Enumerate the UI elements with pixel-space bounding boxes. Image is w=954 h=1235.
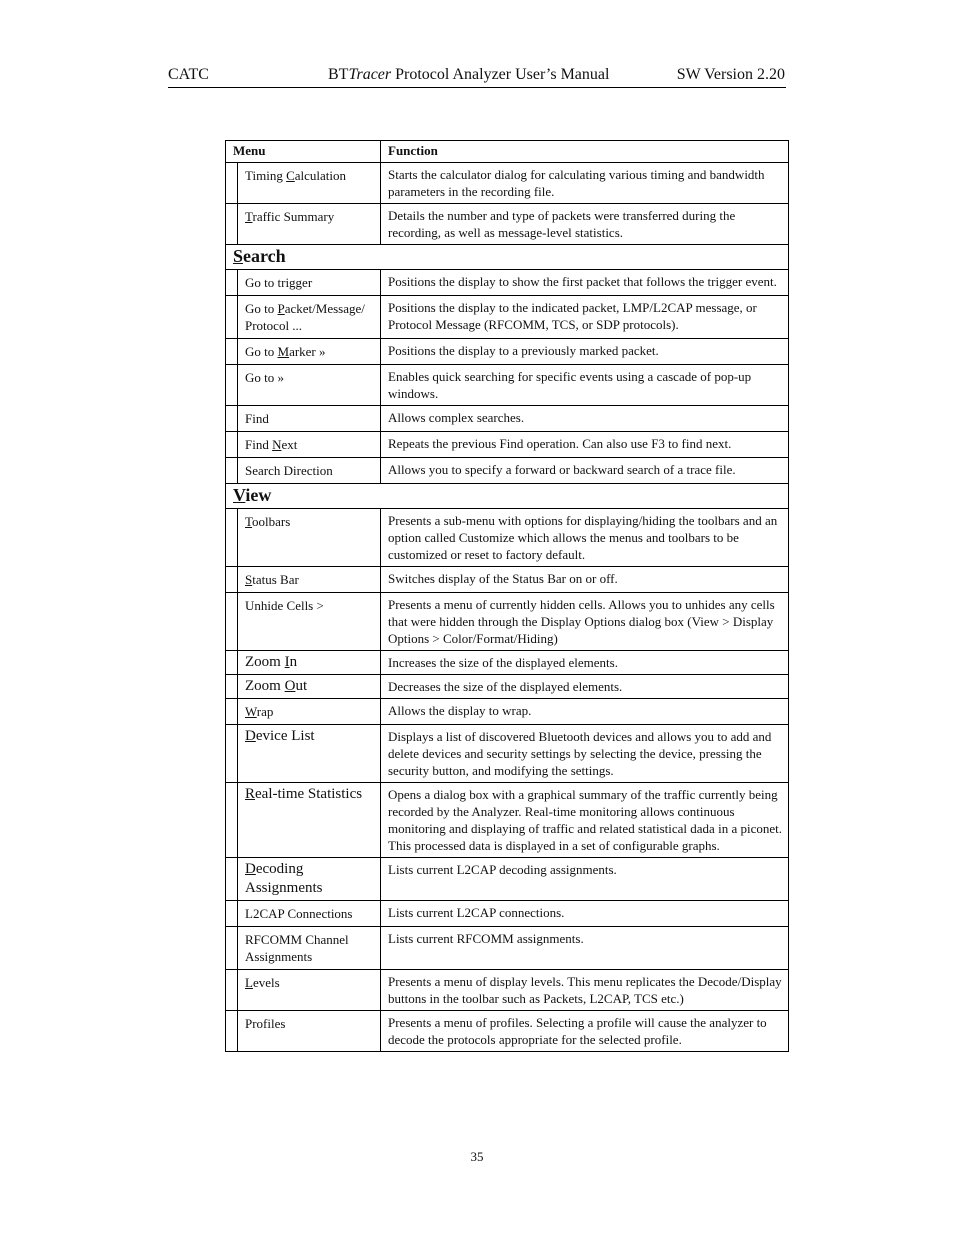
menu-item-accelerator: C <box>286 168 295 183</box>
menu-item-text-rest: n <box>289 654 298 670</box>
menu-item-name <box>238 1011 381 1052</box>
menu-item-name <box>238 901 381 927</box>
menu-item-text: Go to » <box>245 370 284 385</box>
menu-item-accelerator: P <box>277 301 285 316</box>
header-company: CATC <box>168 66 209 83</box>
header-title-rest: Protocol Analyzer User’s Manual <box>391 66 610 83</box>
section-heading-rest: earch <box>243 246 286 266</box>
menu-item-text-rest: eal-time Statistics <box>255 786 363 802</box>
indent-cell <box>226 901 238 927</box>
menu-item-text: Zoom <box>245 678 285 694</box>
function-description: Positions the display to the indicated packet, LMP/L2CAP message, or Protocol Message (RFCOMM, TCS, or SDP protocols). <box>381 296 789 339</box>
indent-cell <box>226 567 238 593</box>
menu-item-text: Search Direction <box>245 463 333 478</box>
menu-item-accelerator: M <box>277 344 290 359</box>
menu-item-name <box>238 432 381 458</box>
table-row <box>226 270 789 296</box>
table-row <box>226 509 789 567</box>
function-description: Lists current L2CAP connections. <box>381 901 789 927</box>
function-description: Presents a menu of profiles. Selecting a profile will cause the analyzer to decode the protocols appropriate for the selected profile. <box>381 1011 789 1052</box>
menu-item-text-rest: oolbars <box>252 514 291 529</box>
function-description: Switches display of the Status Bar on or off. <box>381 567 789 593</box>
menu-item-accelerator: L <box>245 975 253 990</box>
menu-item-accelerator: D <box>245 728 256 744</box>
header-title-bt: BT <box>328 66 349 83</box>
menu-item-text: Timing <box>245 168 287 183</box>
menu-item-text: Find <box>245 437 273 452</box>
menu-item-text-rest: acket/Message/ Protocol ... <box>245 301 365 333</box>
menu-item-text-rest: tatus Bar <box>252 572 299 587</box>
table-row <box>226 204 789 245</box>
section-heading-rest: iew <box>245 485 272 505</box>
table-header-row <box>226 141 789 163</box>
function-description: Allows complex searches. <box>381 406 789 432</box>
table-row <box>226 1011 789 1052</box>
menu-item-text: Go to <box>245 344 278 359</box>
table-row <box>226 339 789 365</box>
menu-item-accelerator: O <box>284 678 296 694</box>
menu-item-name <box>238 675 381 699</box>
section-heading <box>226 245 789 270</box>
header-title-italic: Tracer <box>348 66 392 83</box>
header-version: SW Version 2.20 <box>676 66 785 83</box>
menu-item-text: Unhide Cells > <box>245 598 324 613</box>
menu-column-header: Menu <box>226 141 381 163</box>
menu-item-accelerator: N <box>272 437 282 452</box>
function-description: Repeats the previous Find operation. Can also use F3 to find next. <box>381 432 789 458</box>
table-row <box>226 858 789 901</box>
function-description: Allows you to specify a forward or backward search of a trace file. <box>381 458 789 484</box>
menu-item-name <box>238 567 381 593</box>
menu-item-text: Profiles <box>245 1016 286 1031</box>
function-description: Positions the display to a previously marked packet. <box>381 339 789 365</box>
menu-item-accelerator: W <box>245 704 257 719</box>
menu-item-name <box>238 509 381 567</box>
function-description: Lists current L2CAP decoding assignments. <box>381 858 789 901</box>
function-description: Allows the display to wrap. <box>381 699 789 725</box>
menu-item-name <box>238 725 381 783</box>
function-column-header: Function <box>381 141 789 163</box>
table-row <box>226 458 789 484</box>
table-row <box>226 970 789 1011</box>
indent-cell <box>226 204 238 245</box>
menu-item-accelerator: S <box>245 572 253 587</box>
function-description: Details the number and type of packets were transferred during the recording, as well as message-level statistics. <box>381 204 789 245</box>
menu-item-text-rest: rap <box>256 704 274 719</box>
section-accelerator: S <box>233 246 244 266</box>
function-description: Displays a list of discovered Bluetooth devices and allows you to add and delete devices and security settings by selecting the device, pressing the security button, and modifying the settings. <box>381 725 789 783</box>
table-row <box>226 783 789 858</box>
menu-item-name <box>238 339 381 365</box>
table-row <box>226 567 789 593</box>
table-row <box>226 406 789 432</box>
function-description: Opens a dialog box with a graphical summary of the traffic currently being recorded by the Analyzer. Real-time monitoring allows continuous monitoring and displaying of traffic and related statistical dada in a piconet. This processed data is displayed in a set of configurable graphs. <box>381 783 789 858</box>
function-description: Presents a menu of display levels. This menu replicates the Decode/Display buttons in the toolbar such as Packets, L2CAP, TCS etc.) <box>381 970 789 1011</box>
indent-cell <box>226 927 238 970</box>
table-row <box>226 651 789 675</box>
menu-item-text: RFCOMM Channel Assignments <box>245 932 349 964</box>
menu-item-text-rest: ext <box>281 437 298 452</box>
section-heading <box>226 484 789 509</box>
function-description: Enables quick searching for specific events using a cascade of pop-up windows. <box>381 365 789 406</box>
menu-item-name <box>238 651 381 675</box>
running-header <box>168 66 786 88</box>
menu-item-name <box>238 365 381 406</box>
indent-cell <box>226 725 238 783</box>
menu-item-text: Zoom <box>245 654 285 670</box>
section-row-view <box>226 484 789 509</box>
indent-cell <box>226 858 238 901</box>
menu-item-name <box>238 927 381 970</box>
table-row <box>226 163 789 204</box>
indent-cell <box>226 163 238 204</box>
menu-item-text: Find <box>245 411 269 426</box>
function-description: Positions the display to show the first packet that follows the trigger event. <box>381 270 789 296</box>
menu-item-text: L2CAP Connections <box>245 906 353 921</box>
function-description: Decreases the size of the displayed elements. <box>381 675 789 699</box>
menu-item-text-rest: evels <box>252 975 280 990</box>
indent-cell <box>226 783 238 858</box>
indent-cell <box>226 675 238 699</box>
indent-cell <box>226 270 238 296</box>
table-row <box>226 675 789 699</box>
header-title <box>328 66 609 84</box>
indent-cell <box>226 593 238 651</box>
menu-item-name <box>238 270 381 296</box>
function-description: Presents a sub-menu with options for displaying/hiding the toolbars and an option called Customize which allows the menus and toolbars to be customized or reset to factory default. <box>381 509 789 567</box>
menu-item-text-rest: raffic Summary <box>252 209 335 224</box>
menu-item-text-rest: evice List <box>255 728 315 744</box>
menu-item-name <box>238 458 381 484</box>
menu-function-table <box>225 140 789 1052</box>
menu-item-name <box>238 970 381 1011</box>
table-row <box>226 365 789 406</box>
menu-item-text-rest: ecoding Assignments <box>245 861 323 896</box>
indent-cell <box>226 365 238 406</box>
table-row <box>226 901 789 927</box>
menu-item-accelerator: R <box>245 786 256 802</box>
menu-item-name <box>238 858 381 901</box>
menu-item-name <box>238 163 381 204</box>
section-row-search <box>226 245 789 270</box>
function-description: Starts the calculator dialog for calculating various timing and bandwidth parameters in the recording file. <box>381 163 789 204</box>
menu-item-name <box>238 699 381 725</box>
menu-item-name <box>238 406 381 432</box>
table-row <box>226 432 789 458</box>
menu-item-text-rest: alculation <box>294 168 347 183</box>
function-description: Increases the size of the displayed elements. <box>381 651 789 675</box>
indent-cell <box>226 699 238 725</box>
menu-item-text-rest: arker » <box>289 344 326 359</box>
indent-cell <box>226 651 238 675</box>
table-row <box>226 593 789 651</box>
function-description: Presents a menu of currently hidden cells. Allows you to unhides any cells that were hidden through the Display Options dialog box (View > Display Options > Color/Format/Hiding) <box>381 593 789 651</box>
indent-cell <box>226 296 238 339</box>
menu-item-accelerator: T <box>245 209 253 224</box>
menu-item-name <box>238 296 381 339</box>
indent-cell <box>226 406 238 432</box>
indent-cell <box>226 1011 238 1052</box>
menu-item-accelerator: D <box>245 861 256 877</box>
indent-cell <box>226 970 238 1011</box>
function-description: Lists current RFCOMM assignments. <box>381 927 789 970</box>
menu-item-accelerator: T <box>245 514 253 529</box>
menu-item-text: Go to <box>245 301 278 316</box>
indent-cell <box>226 339 238 365</box>
section-accelerator: V <box>233 485 246 505</box>
menu-item-text: Go to trigger <box>245 275 313 290</box>
page-number: 35 <box>470 1149 484 1164</box>
menu-item-name <box>238 783 381 858</box>
table-row <box>226 725 789 783</box>
menu-item-accelerator: I <box>284 654 290 670</box>
table-row <box>226 927 789 970</box>
indent-cell <box>226 509 238 567</box>
table-row <box>226 699 789 725</box>
table-row <box>226 296 789 339</box>
indent-cell <box>226 458 238 484</box>
indent-cell <box>226 432 238 458</box>
menu-item-name <box>238 204 381 245</box>
menu-item-text-rest: ut <box>295 678 308 694</box>
menu-item-name <box>238 593 381 651</box>
